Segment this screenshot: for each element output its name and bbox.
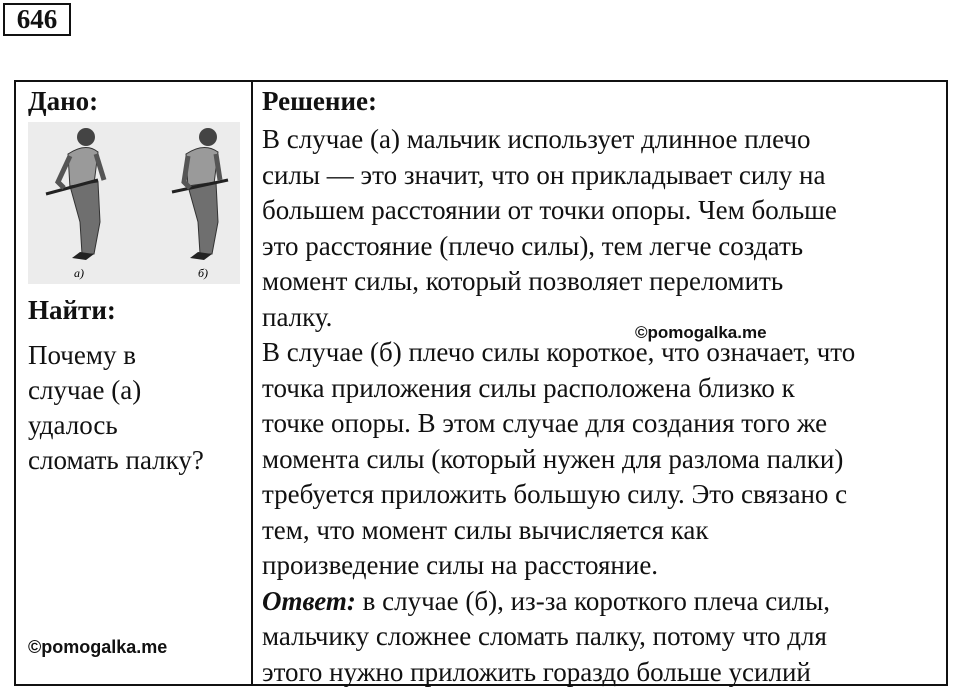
- solution-column: [253, 82, 946, 687]
- watermark: ©pomogalka.me: [28, 637, 168, 657]
- answer-label: Ответ:: [262, 585, 356, 616]
- figure-label-b: б): [198, 266, 209, 280]
- solution-text: [262, 122, 942, 690]
- given-heading: Дано:: [28, 86, 99, 116]
- solution-line: момент силы, который позволяет переломить: [262, 266, 784, 296]
- solution-line: силы — это значит, что он прикладывает силу на: [262, 159, 826, 190]
- question-line: удалось: [28, 410, 118, 440]
- problem-number: 646: [3, 3, 71, 36]
- answer-line: мальчику сложнее сломать палку, потому что для: [262, 621, 827, 651]
- answer-line: этого нужно приложить гораздо больше усилий: [262, 656, 811, 687]
- find-heading: Найти:: [28, 295, 116, 325]
- question-line: сломать палку?: [28, 445, 204, 475]
- question-text: [28, 338, 248, 478]
- given-column: [16, 82, 251, 684]
- solution-table: [14, 80, 948, 686]
- solution-line: большем расстоянии от точки опоры. Чем больше: [262, 195, 837, 225]
- solution-line: точка приложения силы расположена близко к: [262, 372, 795, 403]
- question-line: Почему в: [28, 340, 136, 370]
- solution-line: палку.: [262, 301, 333, 332]
- figure-label-a: а): [74, 266, 84, 280]
- solution-line: В случае (б) плечо силы короткое, что означает, что: [262, 337, 856, 367]
- question-line: случае (а): [28, 375, 142, 405]
- solution-line: момента силы (который нужен для разлома палки): [262, 443, 844, 474]
- boys-breaking-stick-figure: [28, 122, 240, 284]
- solution-heading: Решение:: [262, 86, 377, 116]
- solution-line: это расстояние (плечо силы), тем легче создать: [262, 230, 804, 261]
- solution-line: В случае (а) мальчик использует длинное плечо: [262, 124, 811, 154]
- solution-line: тем, что момент силы вычисляется как: [262, 514, 709, 545]
- answer-line: [262, 584, 942, 620]
- watermark: ©pomogalka.me: [635, 323, 767, 342]
- solution-line: требуется приложить большую силу. Это связано с: [262, 479, 848, 509]
- solution-line: произведение силы на расстояние.: [262, 550, 659, 580]
- solution-line: точке опоры. В этом случае для создания того же: [262, 408, 828, 438]
- answer-text: в случае (б), из-за короткого плеча силы,: [355, 585, 831, 616]
